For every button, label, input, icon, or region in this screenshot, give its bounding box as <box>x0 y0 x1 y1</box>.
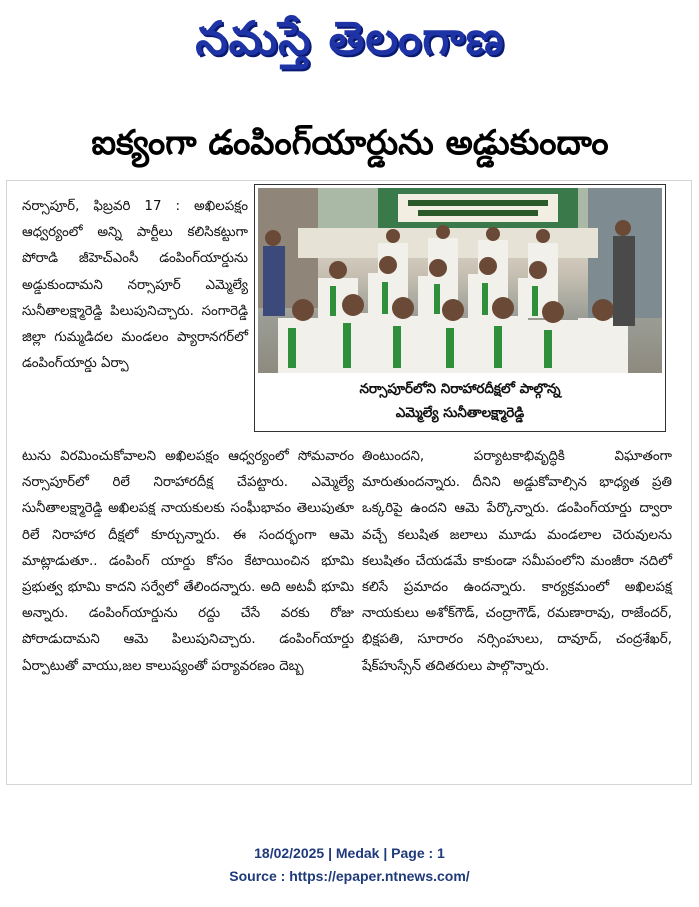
newspaper-masthead: నమస్తే తెలంగాణ <box>195 11 505 65</box>
photo-frame <box>254 184 666 432</box>
footer-source-link[interactable]: Source : https://epaper.ntnews.com/ <box>229 868 470 884</box>
photo-caption <box>255 377 665 429</box>
protest-photo <box>258 188 662 373</box>
protest-photo-illustration <box>258 188 662 373</box>
article-paragraph: నర్సాపూర్, ఫిబ్రవరి 17 : అఖిలపక్షం ఆధ్వర్యంలో అన్ని పార్టీలు కలిసికట్టుగా పోరాడి జీహెచ్‌ఎంసీ డంపింగ్‌యార్డును అడ్డుకుందామని నర్సాపూర్ ఎమ్మెల్యే సునీతాలక్ష్మారెడ్డి పిలుపునిచ్చారు. సంగారెడ్డి జిల్లా గుమ్మడిదల మండలం ప్యారానగర్‌లో డంపింగ్‌యార్డు ఏర్పా <box>22 199 248 372</box>
article-paragraph: టును విరమించుకోవాలని అఖిలపక్షం ఆధ్వర్యంలో సోమవారం నర్సాపూర్‌లో రిలే నిరాహారదీక్ష చేపట్టారు. ఎమ్మెల్యే సునీతాలక్ష్మారెడ్డి అఖిలపక్ష నాయకులకు సంఘీభావం తెలుపుతూ రిలే నిరాహార దీక్షలో కూర్చున్నారు. ఈ సందర్భంగా ఆమె మాట్లాడుతూ.. డంపింగ్ యార్డు కోసం కేటాయించిన భూమి ప్రభుత్వ భూమి కాదని సర్వేలో తేలిందన్నారు. అది అటవీ భూమి అన్నారు. డంపింగ్‌యార్డును రద్దు చేసే వరకు రోజు పోరాడుదామని ఆమె పిలుపునిచ్చారు. డంపింగ్‌యార్డు ఏర్పాటుతో వాయు,జల కాలుష్యంతో పర్యావరణం దెబ్బ <box>22 449 354 674</box>
article-column-1-bottom <box>22 444 354 680</box>
photo-caption-line-1: నర్సాపూర్‌లోని నిరాహారదీక్షలో పాల్గొన్న <box>359 381 561 397</box>
article-headline: ఐక్యంగా డంపింగ్‌యార్డును అడ్డుకుందాం <box>91 123 609 163</box>
photo-caption-line-2: ఎమ్మెల్యే సునీతాలక్ష్మారెడ్డి <box>395 405 525 421</box>
article-column-2 <box>362 444 672 680</box>
article-column-1-top <box>22 194 248 377</box>
footer-date-edition: 18/02/2025 | Medak | Page : 1 <box>254 845 445 861</box>
article-paragraph: తింటుందని, పర్యాటకాభివృద్ధికి విఘాతంగా మారుతుందన్నారు. దీనిని అడ్డుకోవాల్సిన భాధ్యత ప్రతి ఒక్కరిపై ఉందని ఆమె పేర్కొన్నారు. డంపింగ్‌యార్డు ద్వారా వచ్చే కలుషిత జలాలు మూడు మండలాల చెరువులను కలుషితం చేయడమే కాకుండా సమీపంలోని మంజీరా నదిలో కలిసే ప్రమాదం ఉందన్నారు. కార్యక్రమంలో అఖిలపక్ష నాయకులు అశోక్‌గౌడ్, చంద్రాగౌడ్, రమణారావు, రాజేందర్, భిక్షపతి, సూరారం నర్సింహులు, దావూద్, చంద్రశేఖర్, షేక్‌హుస్సేన్ తదితరులు పాల్గొన్నారు. <box>362 449 672 674</box>
